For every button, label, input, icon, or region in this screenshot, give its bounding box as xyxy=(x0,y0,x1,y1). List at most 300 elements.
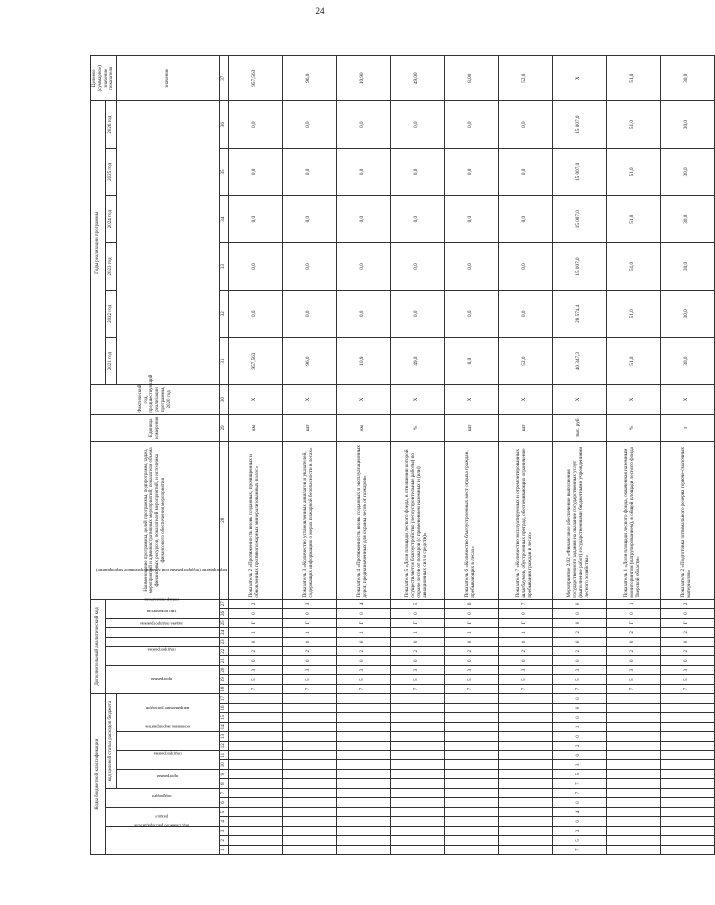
header-param-type: тип показателя xyxy=(106,618,220,627)
row-name-cell: Показатель 3 «Количество установленных аншлагов и указателей, содержащих информацию о мерах пожарной безопасности в лесах» xyxy=(282,441,336,599)
code-digit-cell: 1 xyxy=(228,628,282,637)
header-year-2024: 2024 год xyxy=(106,196,117,243)
row-name-cell: Показатель 7 «Количество эксплуатируемых и отремонтированных шлагбаумов, обустроенных преград, обеспечивающих ограничение пребывания граждан в лесах» xyxy=(498,441,552,599)
code-digit-cell: 1 xyxy=(498,628,552,637)
row-year-value-cell: 8,0 xyxy=(444,337,498,384)
column-number: 9 xyxy=(220,769,229,778)
row-year-value-cell: 0,0 xyxy=(282,196,336,243)
code-digit-cell xyxy=(660,694,714,703)
code-digit-cell xyxy=(660,722,714,731)
row-year-value-cell: 0,0 xyxy=(336,196,390,243)
code-digit-cell: 2 xyxy=(660,647,714,656)
code-digit-cell: 7 xyxy=(606,684,660,693)
code-digit-cell xyxy=(390,788,444,797)
landscape-table-area xyxy=(90,55,693,855)
code-digit-cell xyxy=(336,760,390,769)
row-actual-cell: Х xyxy=(444,385,498,414)
code-digit-cell xyxy=(606,713,660,722)
row-year-value-cell: 0,0 xyxy=(444,196,498,243)
code-digit-cell xyxy=(606,836,660,845)
code-digit-cell xyxy=(390,713,444,722)
code-digit-cell xyxy=(336,836,390,845)
code-digit-cell: 5 xyxy=(552,836,606,845)
code-digit-cell xyxy=(336,788,390,797)
table-row xyxy=(228,56,282,855)
row-year-value-cell: 0,0 xyxy=(282,148,336,195)
code-digit-cell xyxy=(228,722,282,731)
code-digit-cell xyxy=(444,798,498,807)
row-year-value-cell: 0,0 xyxy=(498,101,552,148)
row-target-cell: 30,0 xyxy=(660,56,714,101)
row-unit-cell: шт xyxy=(282,414,336,441)
code-digit-cell xyxy=(444,836,498,845)
code-digit-cell: 3 xyxy=(498,665,552,674)
code-digit-cell: 3 xyxy=(228,665,282,674)
code-digit-cell xyxy=(444,741,498,750)
code-digit-cell: 0 xyxy=(552,751,606,760)
row-actual-cell: Х xyxy=(660,385,714,414)
header-analytic-subprogram: подпрограмма xyxy=(106,647,220,666)
column-number: 36 xyxy=(220,101,229,148)
code-digit-cell xyxy=(282,751,336,760)
code-digit-cell: 0 xyxy=(282,637,336,646)
code-digit-cell xyxy=(336,694,390,703)
code-digit-cell xyxy=(228,836,282,845)
code-digit-cell: 0 xyxy=(498,656,552,665)
code-digit-cell xyxy=(228,779,282,788)
row-name-cell: Показатель 1 «Доля площади лесного фонда, охваченная наземным мониторингом (патрулированием), в общей площади лесного фонда Тверской области» xyxy=(606,441,660,599)
code-digit-cell xyxy=(336,798,390,807)
column-number: 14 xyxy=(220,722,229,731)
row-name-cell: Мероприятие 2.02 «Финансовое обеспечение выполнения государственного задания на оказание государственных услуг (выполнение работ) государственными бюджетными учреждениями лесного хозяйства» xyxy=(552,441,606,599)
code-digit-cell xyxy=(336,845,390,854)
code-digit-cell xyxy=(660,845,714,854)
code-digit-cell xyxy=(390,836,444,845)
code-digit-cell: Г xyxy=(282,618,336,627)
header-analytic-program: программа xyxy=(106,665,220,693)
table-row xyxy=(660,56,714,855)
row-name-cell: Показатель 2 «Протяженность вновь созданных, прочищенных и обновленных противопожарных минерализованных полос» xyxy=(228,441,282,599)
code-digit-cell xyxy=(660,807,714,816)
column-number: 33 xyxy=(220,243,229,290)
code-digit-cell xyxy=(444,769,498,778)
code-digit-cell: 5 xyxy=(552,769,606,778)
code-digit-cell xyxy=(228,826,282,835)
code-digit-cell xyxy=(228,694,282,703)
column-number: 2 xyxy=(220,836,229,845)
code-digit-cell xyxy=(498,845,552,854)
code-digit-cell xyxy=(336,741,390,750)
column-number: 20 xyxy=(220,665,229,674)
code-digit-cell: 7 xyxy=(552,788,606,797)
code-digit-cell xyxy=(660,779,714,788)
code-digit-cell xyxy=(282,694,336,703)
code-digit-cell xyxy=(444,751,498,760)
row-year-value-cell: 957,563 xyxy=(228,337,282,384)
column-number: 1 xyxy=(220,845,229,854)
code-digit-cell: 2 xyxy=(552,628,606,637)
code-digit-cell: 7 xyxy=(552,779,606,788)
code-digit-cell: 5 xyxy=(228,675,282,684)
header-year-2025: 2025 год xyxy=(106,148,117,195)
code-digit-cell xyxy=(282,826,336,835)
code-digit-cell: 3 xyxy=(282,665,336,674)
code-digit-cell xyxy=(390,807,444,816)
code-digit-cell: 5 xyxy=(336,675,390,684)
header-target-value: значение xyxy=(117,56,220,101)
code-digit-cell: 0 xyxy=(606,656,660,665)
column-numbers-row xyxy=(220,56,229,855)
header-year-2023: 2023 год xyxy=(106,243,117,290)
row-year-value-cell: 30,0 xyxy=(660,148,714,195)
code-digit-cell xyxy=(606,703,660,712)
code-digit-cell: 2 xyxy=(660,599,714,609)
code-digit-cell xyxy=(282,732,336,741)
code-digit-cell xyxy=(660,826,714,835)
code-digit-cell xyxy=(282,779,336,788)
code-digit-cell: 7 xyxy=(498,599,552,609)
code-digit-cell xyxy=(444,732,498,741)
code-digit-cell xyxy=(498,722,552,731)
column-number: 13 xyxy=(220,732,229,741)
row-year-value-cell: 10,9 xyxy=(336,337,390,384)
table-row xyxy=(444,56,498,855)
code-digit-cell: 7 xyxy=(660,684,714,693)
code-digit-cell xyxy=(390,751,444,760)
column-number: 21 xyxy=(220,656,229,665)
row-year-value-cell: 0,0 xyxy=(498,196,552,243)
code-digit-cell: 0 xyxy=(660,637,714,646)
code-digit-cell xyxy=(228,751,282,760)
code-digit-cell xyxy=(498,713,552,722)
code-digit-cell: 0 xyxy=(660,656,714,665)
header-subsection: подраздел xyxy=(106,788,220,807)
code-digit-cell xyxy=(228,788,282,797)
row-actual-cell: Х xyxy=(498,385,552,414)
program-indicators-table xyxy=(90,55,715,855)
code-digit-cell: 3 xyxy=(282,599,336,609)
row-year-value-cell: 0,0 xyxy=(336,148,390,195)
header-actual-year: Фактический год, предшествующий реализации программы, 2020 год xyxy=(91,385,220,414)
code-digit-cell: 4 xyxy=(552,807,606,816)
code-digit-cell: 0 xyxy=(552,798,606,807)
page-number: 24 xyxy=(315,6,325,16)
code-digit-cell: 3 xyxy=(444,665,498,674)
code-digit-cell xyxy=(444,788,498,797)
code-digit-cell: 2 xyxy=(498,647,552,656)
code-digit-cell xyxy=(282,788,336,797)
row-year-value-cell: 0,0 xyxy=(498,290,552,337)
row-year-value-cell: 40 347,3 xyxy=(552,337,606,384)
column-number: 23 xyxy=(220,637,229,646)
row-name-cell: Показатель 2 «Подготовка оптимального резерва горюче-смазочных материалов» xyxy=(660,441,714,599)
code-digit-cell: 0 xyxy=(606,609,660,618)
code-digit-cell xyxy=(390,741,444,750)
code-digit-cell xyxy=(498,807,552,816)
code-digit-cell: 0 xyxy=(390,656,444,665)
row-unit-cell: км xyxy=(336,414,390,441)
row-year-value-cell: 51,0 xyxy=(606,196,660,243)
header-param-number: номер показателя xyxy=(106,599,220,618)
header-direction: направление расходов xyxy=(117,694,220,732)
column-number: 34 xyxy=(220,196,229,243)
header-analytic-task: задача подпрограммы xyxy=(106,637,220,646)
code-digit-cell xyxy=(282,798,336,807)
column-number: 6 xyxy=(220,798,229,807)
row-actual-cell: Х xyxy=(282,385,336,414)
code-digit-cell xyxy=(444,713,498,722)
column-number: 19 xyxy=(220,675,229,684)
header-analytic-code: Дополнительный аналитический код xyxy=(91,599,106,694)
code-digit-cell xyxy=(282,703,336,712)
code-digit-cell xyxy=(282,713,336,722)
row-year-value-cell: 0,0 xyxy=(498,243,552,290)
code-digit-cell xyxy=(282,817,336,826)
code-digit-cell xyxy=(282,741,336,750)
code-digit-cell: 0 xyxy=(660,609,714,618)
code-digit-cell: Г xyxy=(444,618,498,627)
header-budget-classification: Коды бюджетной классификации xyxy=(91,694,106,855)
row-year-value-cell: 49,0 xyxy=(390,337,444,384)
column-number: 27 xyxy=(220,599,229,609)
row-actual-cell: Х xyxy=(390,385,444,414)
code-digit-cell: 3 xyxy=(390,665,444,674)
code-digit-cell: 7 xyxy=(282,684,336,693)
code-digit-cell xyxy=(228,845,282,854)
code-digit-cell: 0 xyxy=(552,713,606,722)
code-digit-cell xyxy=(606,788,660,797)
code-digit-cell xyxy=(444,845,498,854)
code-digit-cell xyxy=(606,807,660,816)
header-admin-code: код главного распорядителя xyxy=(106,826,220,854)
row-year-value-cell: 30,0 xyxy=(660,196,714,243)
code-digit-cell xyxy=(336,807,390,816)
table-row xyxy=(552,56,606,855)
code-digit-cell xyxy=(282,722,336,731)
row-year-value-cell: 0,0 xyxy=(444,148,498,195)
code-digit-cell: 0 xyxy=(498,609,552,618)
code-digit-cell xyxy=(390,826,444,835)
code-digit-cell: 0 xyxy=(390,637,444,646)
row-unit-cell: тыс. руб xyxy=(552,414,606,441)
code-digit-cell: 3 xyxy=(552,665,606,674)
code-digit-cell: 0 xyxy=(336,637,390,646)
row-unit-cell: т xyxy=(660,414,714,441)
row-year-value-cell: 0,0 xyxy=(444,243,498,290)
code-digit-cell xyxy=(390,694,444,703)
code-digit-cell xyxy=(282,807,336,816)
code-digit-cell: 2 xyxy=(228,599,282,609)
code-digit-cell xyxy=(606,741,660,750)
code-digit-cell xyxy=(660,760,714,769)
row-target-cell: 52,0 xyxy=(498,56,552,101)
code-digit-cell xyxy=(660,788,714,797)
code-digit-cell: 3 xyxy=(552,826,606,835)
row-year-value-cell: 0,0 xyxy=(390,148,444,195)
column-number: 18 xyxy=(220,684,229,693)
code-digit-cell: 7 xyxy=(552,684,606,693)
code-digit-cell: 3 xyxy=(660,665,714,674)
row-target-cell: 51,0 xyxy=(606,56,660,101)
header-program: программа xyxy=(117,769,220,788)
row-name-cell: Показатель 5 «Доля площади лесного фонда, в отношении которой осуществляется благоустройство (лесоустроительные работы) по охране лесов от пожаров (с применением наземных и (или) авиационных сил и средств)» xyxy=(390,441,444,599)
code-digit-cell xyxy=(606,798,660,807)
row-unit-cell: км xyxy=(228,414,282,441)
code-digit-cell xyxy=(282,760,336,769)
code-digit-cell: 2 xyxy=(444,647,498,656)
code-digit-cell: 0 xyxy=(552,817,606,826)
column-number: 11 xyxy=(220,751,229,760)
table-row xyxy=(282,56,336,855)
code-digit-cell xyxy=(660,732,714,741)
code-digit-cell: 0 xyxy=(552,656,606,665)
row-target-cell: 10,90 xyxy=(336,56,390,101)
code-digit-cell: Г xyxy=(228,618,282,627)
code-digit-cell xyxy=(660,798,714,807)
code-digit-cell xyxy=(390,722,444,731)
code-digit-cell xyxy=(606,817,660,826)
code-digit-cell: Г xyxy=(660,618,714,627)
code-digit-cell xyxy=(282,769,336,778)
row-year-value-cell: 0,0 xyxy=(282,243,336,290)
code-digit-cell xyxy=(390,760,444,769)
code-digit-cell xyxy=(660,751,714,760)
header-unit: Единица измерения xyxy=(91,414,220,441)
code-digit-cell xyxy=(498,769,552,778)
code-digit-cell xyxy=(228,732,282,741)
code-digit-cell: 5 xyxy=(606,675,660,684)
code-digit-cell xyxy=(444,817,498,826)
table-row xyxy=(390,56,444,855)
row-year-value-cell: 96,0 xyxy=(282,337,336,384)
code-digit-cell: 7 xyxy=(228,684,282,693)
code-digit-cell: 0 xyxy=(444,637,498,646)
code-digit-cell: 6 xyxy=(444,599,498,609)
row-year-value-cell: 0,0 xyxy=(228,290,282,337)
code-digit-cell: 4 xyxy=(336,599,390,609)
row-unit-cell: % xyxy=(606,414,660,441)
header-subprogram: подпрограмма xyxy=(117,751,220,770)
row-year-value-cell: 15 007,0 xyxy=(552,101,606,148)
row-year-value-cell: 0,0 xyxy=(282,101,336,148)
code-digit-cell: 0 xyxy=(498,637,552,646)
code-digit-cell xyxy=(336,722,390,731)
code-digit-cell: 5 xyxy=(498,675,552,684)
code-digit-cell: 7 xyxy=(390,684,444,693)
column-number: 16 xyxy=(220,703,229,712)
code-digit-cell xyxy=(498,826,552,835)
code-digit-cell: 0 xyxy=(552,637,606,646)
code-digit-cell xyxy=(498,741,552,750)
code-digit-cell xyxy=(444,760,498,769)
code-digit-cell: 1 xyxy=(606,599,660,609)
code-digit-cell xyxy=(606,751,660,760)
rotated-table-wrapper xyxy=(90,55,693,855)
code-digit-cell: 0 xyxy=(552,732,606,741)
code-digit-cell: 0 xyxy=(228,609,282,618)
code-digit-cell: 0 xyxy=(606,637,660,646)
row-year-value-cell: 0,0 xyxy=(228,196,282,243)
code-digit-cell xyxy=(606,845,660,854)
code-digit-cell: 5 xyxy=(390,599,444,609)
code-digit-cell: 0 xyxy=(282,609,336,618)
code-digit-cell xyxy=(336,826,390,835)
row-target-cell: 957,563 xyxy=(228,56,282,101)
code-digit-cell: 5 xyxy=(444,675,498,684)
column-number: 25 xyxy=(220,618,229,627)
header-analytic-event: мероприятие (подпрограммы или административное мероприятие) xyxy=(106,628,220,637)
column-number: 31 xyxy=(220,337,229,384)
code-digit-cell xyxy=(606,694,660,703)
row-year-value-cell: 15 007,0 xyxy=(552,243,606,290)
code-digit-cell xyxy=(390,732,444,741)
code-digit-cell: 2 xyxy=(660,628,714,637)
row-name-cell: Показатель 6 «Количество благоустроенных мест отдыха граждан, пребывающих в лесах» xyxy=(444,441,498,599)
code-digit-cell: 2 xyxy=(606,628,660,637)
row-actual-cell: Х xyxy=(228,385,282,414)
code-digit-cell: 5 xyxy=(552,675,606,684)
code-digit-cell: 3 xyxy=(606,665,660,674)
code-digit-cell xyxy=(228,741,282,750)
header-target: Целевое (суммарное) значение показателя xyxy=(91,56,117,101)
column-number: 35 xyxy=(220,148,229,195)
header-year-2021: 2021 год xyxy=(106,337,117,384)
code-digit-cell xyxy=(336,751,390,760)
row-year-value-cell: 0,0 xyxy=(390,196,444,243)
column-number: 15 xyxy=(220,713,229,722)
code-digit-cell xyxy=(606,826,660,835)
code-digit-cell: 0 xyxy=(552,694,606,703)
row-year-value-cell: 51,0 xyxy=(606,243,660,290)
row-year-value-cell: 30,0 xyxy=(660,243,714,290)
row-year-value-cell: 30,0 xyxy=(660,101,714,148)
row-year-value-cell: 0,0 xyxy=(498,148,552,195)
table-row xyxy=(498,56,552,855)
code-digit-cell xyxy=(444,703,498,712)
code-digit-cell: Г xyxy=(498,618,552,627)
code-digit-cell xyxy=(444,722,498,731)
code-digit-cell: 3 xyxy=(552,760,606,769)
column-number: 37 xyxy=(220,56,229,101)
code-digit-cell: 0 xyxy=(444,656,498,665)
code-digit-cell xyxy=(660,741,714,750)
code-digit-cell: 5 xyxy=(282,675,336,684)
code-digit-cell xyxy=(390,769,444,778)
row-year-value-cell: 0,0 xyxy=(444,290,498,337)
code-digit-cell: 0 xyxy=(228,656,282,665)
code-digit-cell xyxy=(444,807,498,816)
column-number: 10 xyxy=(220,760,229,769)
row-year-value-cell: 0,0 xyxy=(390,290,444,337)
code-digit-cell xyxy=(498,703,552,712)
code-digit-cell xyxy=(390,703,444,712)
column-number: 12 xyxy=(220,741,229,750)
code-digit-cell xyxy=(660,769,714,778)
code-digit-cell xyxy=(336,817,390,826)
code-digit-cell xyxy=(336,713,390,722)
column-number: 7 xyxy=(220,788,229,797)
code-digit-cell xyxy=(498,779,552,788)
code-digit-cell: 0 xyxy=(282,656,336,665)
row-name-cell: Показатель 4 «Протяженность вновь созданных и эксплуатационных дорог, предназначенных для охраны лесов от пожаров» xyxy=(336,441,390,599)
table-row xyxy=(606,56,660,855)
header-year-2026: 2026 год xyxy=(106,101,117,148)
code-digit-cell xyxy=(498,788,552,797)
row-year-value-cell: 0,0 xyxy=(228,101,282,148)
code-digit-cell: 7 xyxy=(444,684,498,693)
code-digit-cell: 0 xyxy=(336,656,390,665)
row-year-value-cell: 30,0 xyxy=(660,290,714,337)
